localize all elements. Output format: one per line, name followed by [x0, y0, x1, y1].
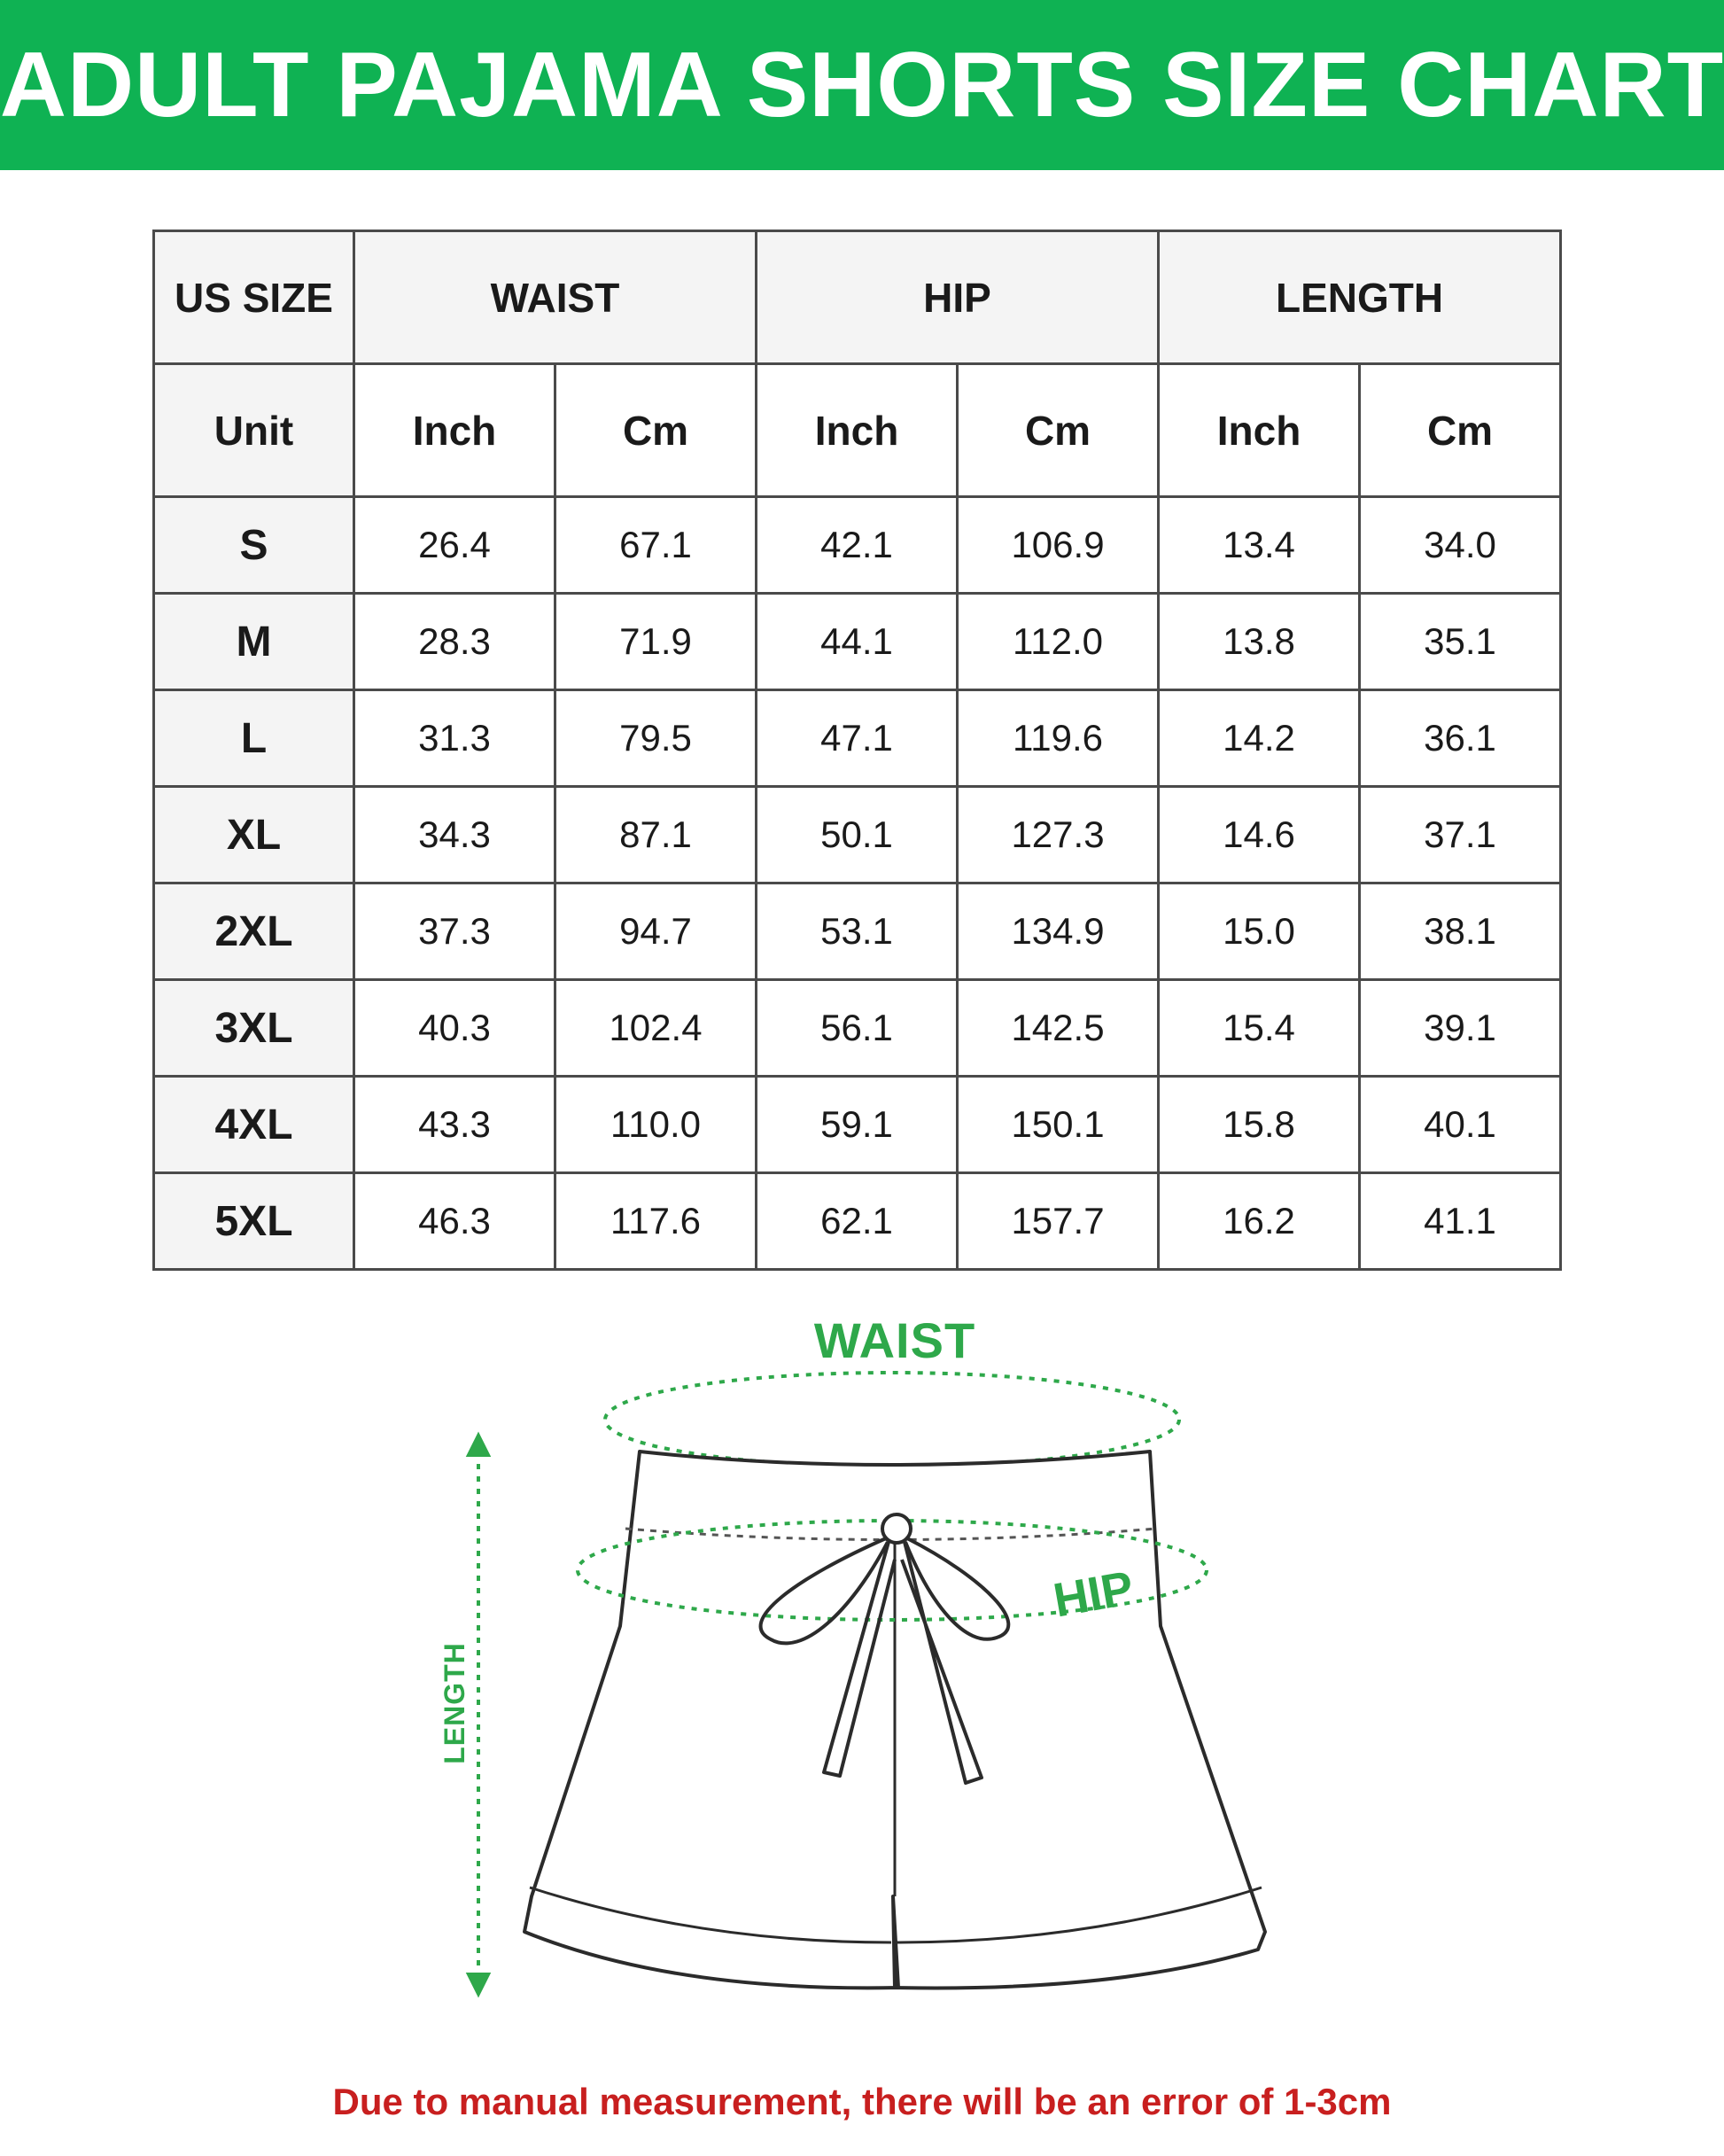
measurement-cell: 15.4: [1159, 980, 1360, 1077]
table-row: [154, 1077, 1561, 1173]
page-title: ADULT PAJAMA SHORTS SIZE CHART: [0, 33, 1724, 136]
table-row: [154, 980, 1561, 1077]
size-cell: L: [154, 690, 354, 787]
table-row: [154, 787, 1561, 883]
size-cell: 4XL: [154, 1077, 354, 1173]
measurement-cell: 127.3: [958, 787, 1159, 883]
unit-label: Cm: [958, 364, 1159, 497]
unit-label: Inch: [757, 364, 958, 497]
length-header: LENGTH: [1159, 231, 1561, 364]
measurement-cell: 39.1: [1360, 980, 1561, 1077]
hip-label: HIP: [1049, 1561, 1138, 1628]
measurement-cell: 37.1: [1360, 787, 1561, 883]
measurement-cell: 44.1: [757, 594, 958, 690]
measurement-cell: 38.1: [1360, 883, 1561, 980]
measurement-cell: 37.3: [354, 883, 555, 980]
hip-header: HIP: [757, 231, 1159, 364]
measurement-cell: 16.2: [1159, 1173, 1360, 1270]
unit-label: Inch: [354, 364, 555, 497]
measurement-cell: 56.1: [757, 980, 958, 1077]
measurement-cell: 59.1: [757, 1077, 958, 1173]
measurement-cell: 71.9: [555, 594, 757, 690]
measurement-cell: 150.1: [958, 1077, 1159, 1173]
table-row: [154, 594, 1561, 690]
unit-header: Unit: [154, 364, 354, 497]
measurement-cell: 13.4: [1159, 497, 1360, 594]
table-row: [154, 690, 1561, 787]
measurement-cell: 46.3: [354, 1173, 555, 1270]
size-cell: 3XL: [154, 980, 354, 1077]
size-cell: S: [154, 497, 354, 594]
measurement-cell: 14.2: [1159, 690, 1360, 787]
measurement-cell: 106.9: [958, 497, 1159, 594]
unit-label: Inch: [1159, 364, 1360, 497]
size-cell: 5XL: [154, 1173, 354, 1270]
size-chart-table: [152, 230, 1562, 1271]
measurement-cell: 34.3: [354, 787, 555, 883]
measurement-cell: 102.4: [555, 980, 757, 1077]
measurement-cell: 110.0: [555, 1077, 757, 1173]
footnote-error-note: Due to manual measurement, there will be an error of 1-3cm: [332, 2081, 1392, 2122]
waist-header: WAIST: [354, 231, 757, 364]
measurement-cell: 35.1: [1360, 594, 1561, 690]
size-rows: [154, 497, 1561, 1270]
measurement-cell: 40.3: [354, 980, 555, 1077]
measurement-cell: 36.1: [1360, 690, 1561, 787]
waist-measure-ellipse: [605, 1373, 1179, 1467]
measurement-cell: 41.1: [1360, 1173, 1561, 1270]
measurement-cell: 117.6: [555, 1173, 757, 1270]
title-banner: [0, 0, 1724, 170]
measurement-cell: 47.1: [757, 690, 958, 787]
waist-label: WAIST: [813, 1312, 976, 1368]
measurement-cell: 157.7: [958, 1173, 1159, 1270]
measurement-cell: 50.1: [757, 787, 958, 883]
table-row: [154, 883, 1561, 980]
measurement-diagram: [0, 1276, 1724, 2091]
measurement-cell: 79.5: [555, 690, 757, 787]
measurement-cell: 31.3: [354, 690, 555, 787]
measurement-cell: 34.0: [1360, 497, 1561, 594]
measurement-cell: 67.1: [555, 497, 757, 594]
us-size-header: US SIZE: [154, 231, 354, 364]
measurement-cell: 62.1: [757, 1173, 958, 1270]
group-header-row: [154, 231, 1561, 364]
measurement-cell: 43.3: [354, 1077, 555, 1173]
measurement-cell: 26.4: [354, 497, 555, 594]
measurement-cell: 94.7: [555, 883, 757, 980]
unit-header-row: [154, 364, 1561, 497]
measurement-cell: 87.1: [555, 787, 757, 883]
measurement-cell: 142.5: [958, 980, 1159, 1077]
size-cell: M: [154, 594, 354, 690]
measurement-cell: 112.0: [958, 594, 1159, 690]
shorts-illustration: [0, 1276, 1724, 2091]
measurement-cell: 13.8: [1159, 594, 1360, 690]
measurement-cell: 28.3: [354, 594, 555, 690]
table-row: [154, 497, 1561, 594]
measurement-cell: 119.6: [958, 690, 1159, 787]
measurement-cell: 14.6: [1159, 787, 1360, 883]
measurement-cell: 53.1: [757, 883, 958, 980]
unit-label: Cm: [555, 364, 757, 497]
measurement-cell: 134.9: [958, 883, 1159, 980]
measurement-cell: 15.0: [1159, 883, 1360, 980]
measurement-cell: 42.1: [757, 497, 958, 594]
measurement-cell: 15.8: [1159, 1077, 1360, 1173]
length-label: LENGTH: [439, 1642, 470, 1764]
measurement-cell: 40.1: [1360, 1077, 1561, 1173]
unit-label: Cm: [1360, 364, 1561, 497]
size-cell: XL: [154, 787, 354, 883]
table-row: [154, 1173, 1561, 1270]
size-cell: 2XL: [154, 883, 354, 980]
